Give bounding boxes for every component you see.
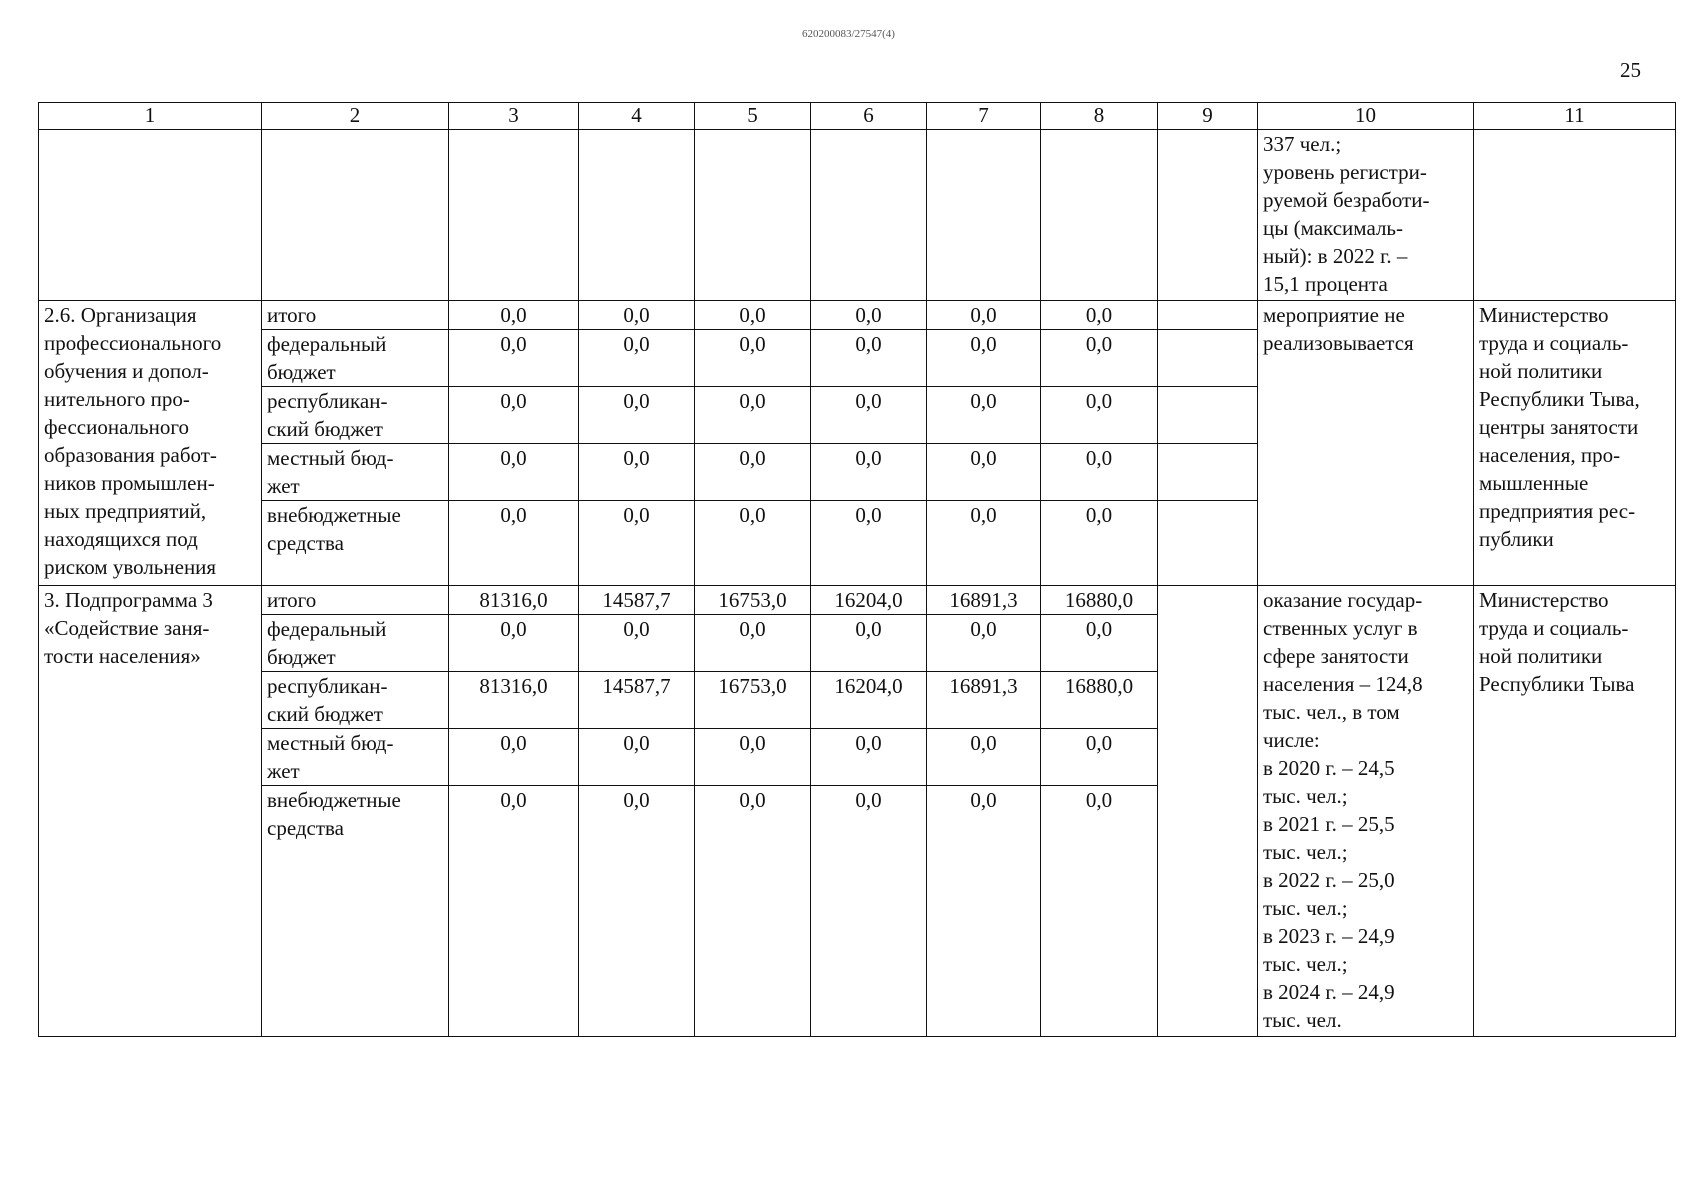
- value-cell: 16891,3: [927, 672, 1041, 729]
- value-cell: 0,0: [1041, 615, 1158, 672]
- funding-source: республикан- ский бюджет: [262, 387, 449, 444]
- result-text: оказание государ- ственных услуг в сфере занятости населения – 124,8 тыс. чел., в том числе: в 2020 г. – 24,5 тыс. чел.; в 2021 г. – 25,5 тыс. чел.; в 2022 г. – 25,0 тыс. чел.; в 2023 г. – 24,9 тыс. чел.; в 2024 г. – 24,9 тыс. чел.: [1258, 586, 1474, 1037]
- empty-cell: [1158, 301, 1258, 330]
- column-header: 11: [1474, 103, 1676, 130]
- value-cell: 0,0: [927, 786, 1041, 1037]
- executor-text: Министерство труда и социаль- ной политики Республики Тыва: [1474, 586, 1676, 1037]
- column-header: 6: [811, 103, 927, 130]
- column-header: 9: [1158, 103, 1258, 130]
- column-header: 5: [695, 103, 811, 130]
- value-cell: 0,0: [695, 444, 811, 501]
- empty-cell: [39, 130, 262, 301]
- value-cell: 16880,0: [1041, 586, 1158, 615]
- value-cell: 0,0: [695, 301, 811, 330]
- value-cell: 81316,0: [449, 586, 579, 615]
- funding-source: местный бюд- жет: [262, 444, 449, 501]
- funding-source: внебюджетные средства: [262, 501, 449, 586]
- column-number-row: [39, 103, 1676, 130]
- value-cell: 0,0: [927, 444, 1041, 501]
- value-cell: 0,0: [811, 786, 927, 1037]
- value-cell: 0,0: [449, 615, 579, 672]
- value-cell: 0,0: [579, 729, 695, 786]
- value-cell: 0,0: [811, 615, 927, 672]
- empty-cell: [927, 130, 1041, 301]
- value-cell: 0,0: [811, 444, 927, 501]
- column-header: 10: [1258, 103, 1474, 130]
- page-number: 25: [1620, 58, 1641, 82]
- value-cell: 16204,0: [811, 672, 927, 729]
- empty-cell: [1474, 130, 1676, 301]
- value-cell: 0,0: [695, 729, 811, 786]
- value-cell: 16880,0: [1041, 672, 1158, 729]
- value-cell: 0,0: [695, 786, 811, 1037]
- result-text-continued: 337 чел.; уровень регистри- руемой безработи- цы (максималь- ный): в 2022 г. – 15,1 процента: [1258, 130, 1474, 301]
- empty-cell: [1158, 586, 1258, 1037]
- empty-cell: [579, 130, 695, 301]
- value-cell: 14587,7: [579, 672, 695, 729]
- column-header: 2: [262, 103, 449, 130]
- value-cell: 0,0: [927, 729, 1041, 786]
- funding-source: итого: [262, 586, 449, 615]
- empty-cell: [1158, 130, 1258, 301]
- funding-source: федеральный бюджет: [262, 615, 449, 672]
- document-code: 620200083/27547(4): [802, 28, 895, 40]
- value-cell: 0,0: [1041, 729, 1158, 786]
- funding-source: республикан- ский бюджет: [262, 672, 449, 729]
- value-cell: 0,0: [449, 729, 579, 786]
- value-cell: 0,0: [695, 387, 811, 444]
- value-cell: 0,0: [1041, 444, 1158, 501]
- value-cell: 0,0: [449, 501, 579, 586]
- empty-cell: [1158, 330, 1258, 387]
- value-cell: 0,0: [449, 301, 579, 330]
- empty-cell: [1158, 387, 1258, 444]
- value-cell: 0,0: [927, 330, 1041, 387]
- value-cell: 0,0: [579, 615, 695, 672]
- value-cell: 0,0: [579, 444, 695, 501]
- value-cell: 0,0: [1041, 387, 1158, 444]
- value-cell: 0,0: [811, 301, 927, 330]
- value-cell: 0,0: [927, 301, 1041, 330]
- value-cell: 16891,3: [927, 586, 1041, 615]
- column-header: 4: [579, 103, 695, 130]
- value-cell: 0,0: [811, 501, 927, 586]
- executor-text: Министерство труда и социаль- ной политики Республики Тыва, центры занятости населения, про- мышленные предприятия рес- публики: [1474, 301, 1676, 586]
- value-cell: 0,0: [449, 330, 579, 387]
- empty-cell: [449, 130, 579, 301]
- empty-cell: [811, 130, 927, 301]
- continuation-row: [39, 130, 1676, 301]
- value-cell: 0,0: [695, 330, 811, 387]
- table-row: [39, 301, 1676, 330]
- activity-name: 3. Подпрограмма 3 «Содействие заня- тости населения»: [39, 586, 262, 1037]
- funding-source: федеральный бюджет: [262, 330, 449, 387]
- result-text: мероприятие не реализовывается: [1258, 301, 1474, 586]
- activity-name: 2.6. Организация профессионального обучения и допол- нительного про- фессионального образования работ- ников промышлен- ных предприятий, находящихся под риском увольнения: [39, 301, 262, 586]
- value-cell: 0,0: [449, 387, 579, 444]
- value-cell: 0,0: [927, 387, 1041, 444]
- value-cell: 0,0: [579, 387, 695, 444]
- value-cell: 16753,0: [695, 672, 811, 729]
- column-header: 8: [1041, 103, 1158, 130]
- column-header: 1: [39, 103, 262, 130]
- value-cell: 0,0: [1041, 301, 1158, 330]
- value-cell: 14587,7: [579, 586, 695, 615]
- empty-cell: [1041, 130, 1158, 301]
- value-cell: 81316,0: [449, 672, 579, 729]
- value-cell: 0,0: [927, 615, 1041, 672]
- value-cell: 0,0: [695, 615, 811, 672]
- value-cell: 0,0: [579, 501, 695, 586]
- empty-cell: [695, 130, 811, 301]
- value-cell: 0,0: [1041, 501, 1158, 586]
- empty-cell: [262, 130, 449, 301]
- value-cell: 0,0: [449, 444, 579, 501]
- value-cell: 0,0: [1041, 786, 1158, 1037]
- value-cell: 16204,0: [811, 586, 927, 615]
- value-cell: 0,0: [579, 301, 695, 330]
- table-row: [39, 586, 1676, 615]
- empty-cell: [1158, 444, 1258, 501]
- column-header: 3: [449, 103, 579, 130]
- column-header: 7: [927, 103, 1041, 130]
- value-cell: 0,0: [927, 501, 1041, 586]
- value-cell: 0,0: [579, 330, 695, 387]
- value-cell: 16753,0: [695, 586, 811, 615]
- funding-source: внебюджетные средства: [262, 786, 449, 1037]
- value-cell: 0,0: [1041, 330, 1158, 387]
- value-cell: 0,0: [811, 729, 927, 786]
- value-cell: 0,0: [695, 501, 811, 586]
- budget-table: [38, 102, 1676, 1037]
- value-cell: 0,0: [811, 330, 927, 387]
- value-cell: 0,0: [579, 786, 695, 1037]
- empty-cell: [1158, 501, 1258, 586]
- funding-source: итого: [262, 301, 449, 330]
- value-cell: 0,0: [811, 387, 927, 444]
- value-cell: 0,0: [449, 786, 579, 1037]
- funding-source: местный бюд- жет: [262, 729, 449, 786]
